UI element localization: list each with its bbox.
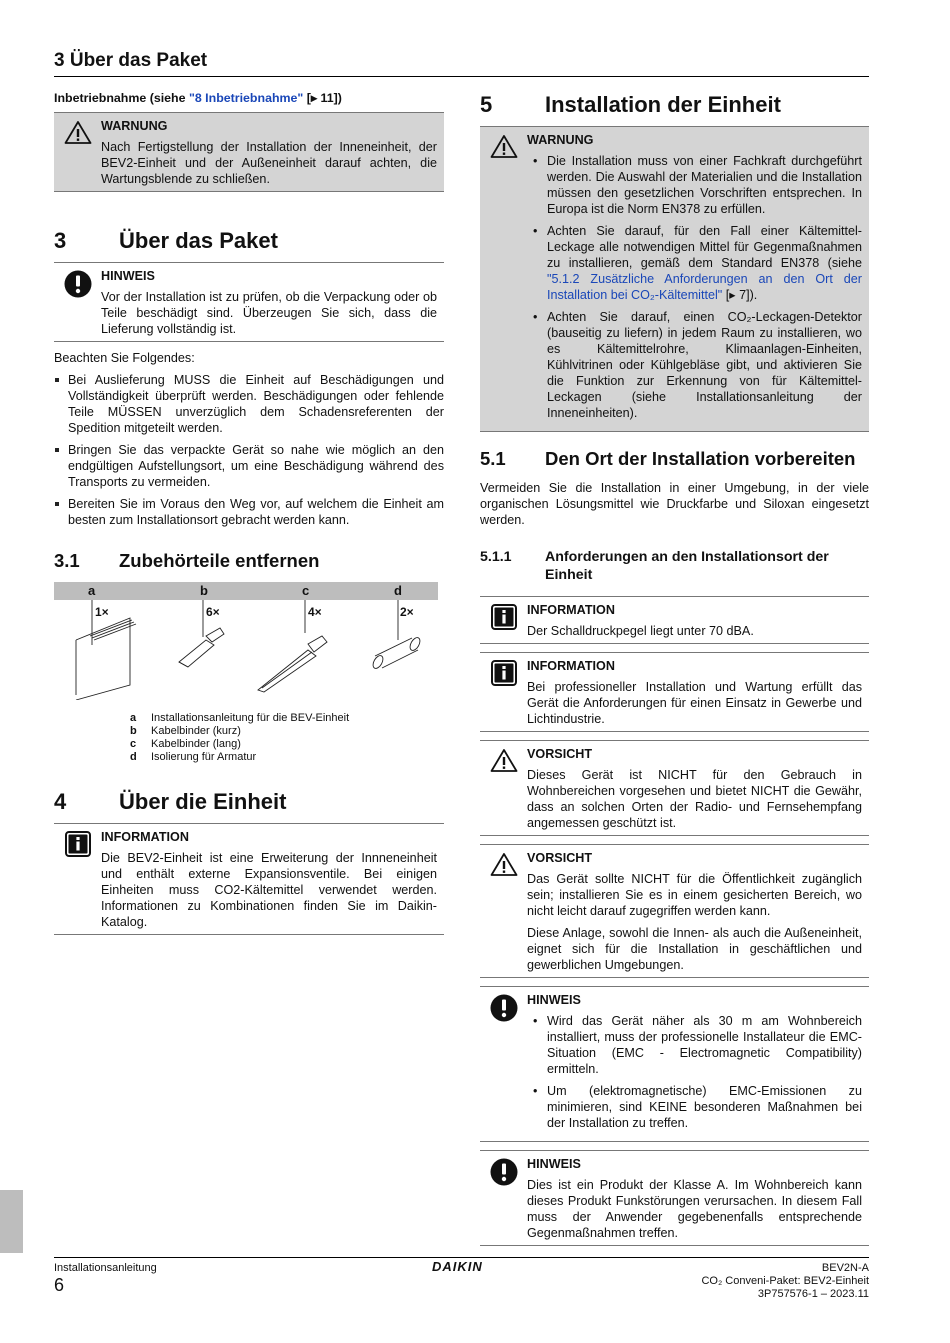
information-title: INFORMATION <box>527 603 615 617</box>
notice-title: HINWEIS <box>527 1157 581 1171</box>
daikin-logo: DAIKIN <box>432 1259 483 1274</box>
list-item: Bei Auslieferung MUSS die Einheit auf Beschädigungen und Vollständigkeit überprüft werden. Beschädigungen oder fehlende Teile MÜSSEN unverzüglich dem Schadensreferenten der Spedition mitgeteilt werden. <box>54 372 444 436</box>
left-column <box>54 90 444 943</box>
caution-icon <box>480 746 527 831</box>
info-icon <box>54 829 101 930</box>
warning-icon <box>480 132 527 427</box>
notice-title: HINWEIS <box>101 269 155 283</box>
information-box <box>480 596 869 644</box>
delivery-list <box>54 372 444 528</box>
accessories-illustration <box>54 600 444 700</box>
figure-quantity: 6× <box>206 605 220 619</box>
co2-requirements-link[interactable]: "5.1.2 Zusätzliche Anforderungen an den Ort der Installation bei CO₂-Kältemittel" <box>547 272 862 302</box>
exclamation-icon <box>480 1156 527 1241</box>
list-item: • Wird das Gerät näher als 30 m am Wohnbereich installiert, muss der professionelle Installateur die EMC-Situation (EMC - Electromagnetic Compatibility) ermitteln. <box>527 1013 862 1077</box>
caution-box <box>480 740 869 836</box>
figure-quantity: 4× <box>308 605 322 619</box>
figure-quantity: 1× <box>95 605 109 619</box>
warning-title: WARNUNG <box>527 133 594 147</box>
exclamation-icon <box>480 992 527 1137</box>
info-icon <box>480 658 527 727</box>
caution-text: Diese Anlage, sowohl die Innen- als auch die Außeneinheit, eignet sich für die Installation in geschäftlichen und gewerblichen Umgebungen. <box>527 926 862 972</box>
section-5-1-1-heading: 5.1.1 Anforderungen an den Installationsort der Einheit <box>480 549 829 583</box>
figure-letter: c <box>302 583 310 598</box>
warning-icon <box>54 118 101 187</box>
information-text: Die BEV2-Einheit ist eine Erweiterung der Innneneinheit und enthält externe Expansionsventile. Bei einigen Einheiten muss CO2-Kältemittel verwendet werden. Informationen zu Kombinationen finden Sie im Daikin-Katalog. <box>101 851 437 929</box>
list-item: Bringen Sie das verpackte Gerät so nahe wie möglich an den endgültigen Aufstellungsort, um eine Beschädigung während des Transports zu vermeiden. <box>54 442 444 490</box>
notice-title: HINWEIS <box>527 993 581 1007</box>
section-3-1-heading: 3.1 Zubehörteile entfernen <box>54 550 320 571</box>
information-text: Bei professioneller Installation und Wartung erfüllt das Gerät die Anforderungen für einen Einsatz in Gewerbe und Lichtindustrie. <box>527 680 862 726</box>
information-title: INFORMATION <box>101 830 189 844</box>
figure-letter: b <box>200 583 208 598</box>
footer-divider <box>54 1257 869 1258</box>
section-4-heading: 4 Über die Einheit <box>54 789 287 814</box>
information-box <box>54 823 444 935</box>
footer-doc-type: Installationsanleitung <box>54 1262 157 1274</box>
figure-header-bar <box>54 582 438 600</box>
footer-product-info <box>701 1262 869 1301</box>
caution-title: VORSICHT <box>527 851 593 865</box>
caution-box <box>480 844 869 978</box>
legend-item: c Kabelbinder (lang) <box>130 738 241 750</box>
footer-product: CO₂ Conveni-Paket: BEV2-Einheit <box>701 1275 869 1287</box>
chapter-tab <box>0 1190 23 1253</box>
intro-text: Beachten Sie Folgendes: <box>54 351 195 365</box>
commissioning-reference: Inbetriebnahme (siehe "8 Inbetriebnahme" [▸ 11]) <box>54 91 342 105</box>
information-box <box>480 652 869 732</box>
legend-item: b Kabelbinder (kurz) <box>130 725 241 737</box>
list-item: • Achten Sie darauf, für den Fall einer Kältemittel-Leckage alle notwendigen Mittel für Gegenmaßnahmen zu installieren, gemäß dem Standard EN378 (siehe "5.1.2 Zusätzliche Anforderungen an den Ort der Installation bei CO₂-Kältemittel" [▸ 7]). <box>527 223 862 303</box>
warning-box <box>480 126 869 432</box>
section-5-1-heading: 5.1 Den Ort der Installation vorbereiten <box>480 448 856 469</box>
notice-box <box>54 262 444 342</box>
footer-model: BEV2N-A <box>821 1262 869 1274</box>
notice-box <box>480 986 869 1142</box>
notice-text: Vor der Installation ist zu prüfen, ob die Verpackung oder ob Teile beschädigt sind. Überzeugen Sie sich, dass die Lieferung vollständig ist. <box>101 290 437 336</box>
exclamation-icon <box>54 268 101 337</box>
info-icon <box>480 602 527 639</box>
right-column <box>480 90 869 1254</box>
accessories-figure <box>54 582 444 777</box>
warning-text: Nach Fertigstellung der Installation der Inneneinheit, der BEV2-Einheit und der Außeneinheit darauf achten, die Wartungsblende zu schließen. <box>101 140 437 186</box>
section-5-1-text: Vermeiden Sie die Installation in einer Umgebung, in der viele organischen Lösungsmittel wie Druckfarbe und Siloxan eingesetzt werden. <box>480 481 869 527</box>
list-item: • Achten Sie darauf, einen CO₂-Leckagen-Detektor (bauseitig zu liefern) in jedem Raum zu installieren, wo es Kältemittelrohre, Klimaanlagen-Einheiten, Kühlvitrinen oder Kühlgebläse gibt, und aktivieren Sie die Funktion zur Erkennung von für Kältemittel-Leckagen (siehe Installationsanleitung der Inneneinheiten). <box>527 309 862 421</box>
commissioning-link[interactable]: "8 Inbetriebnahme" <box>188 91 304 105</box>
list-item: • Um (elektromagnetische) EMC-Emissionen zu minimieren, sind KEINE besonderen Maßnahmen bei der Installation zu treffen. <box>527 1083 862 1131</box>
section-3-heading: 3 Über das Paket <box>54 228 278 253</box>
figure-legend <box>130 712 349 764</box>
information-title: INFORMATION <box>527 659 615 673</box>
running-header: 3 Über das Paket <box>54 50 869 77</box>
caution-icon <box>480 850 527 973</box>
figure-quantity: 2× <box>400 605 414 619</box>
section-5-heading: 5 Installation der Einheit <box>480 92 781 117</box>
notice-text: Dies ist ein Produkt der Klasse A. Im Wohnbereich kann dieses Produkt Funkstörungen verursachen. In diesem Fall muss der Anwender gegebenenfalls entsprechende Gegenmaßnahmen treffen. <box>527 1178 862 1240</box>
caution-text: Das Gerät sollte NICHT für die Öffentlichkeit zugänglich sein; installieren Sie es in einem gesicherten Bereich, wo nicht leicht darauf zugegriffen werden kann. <box>527 872 862 918</box>
caution-title: VORSICHT <box>527 747 593 761</box>
figure-letter: d <box>394 583 402 598</box>
list-item: • Die Installation muss von einer Fachkraft durchgeführt werden. Die Auswahl der Materialien und die Installation müssen den gesetzlichen Vorschriften entsprechen. In Europa ist die Norm EN378 zu erfüllen. <box>527 153 862 217</box>
list-item: Bereiten Sie im Voraus den Weg vor, auf welchem die Einheit am besten zum Installationsort gebracht werden kann. <box>54 496 444 528</box>
page-number: 6 <box>54 1275 65 1295</box>
figure-letter: a <box>88 583 96 598</box>
information-text: Der Schalldruckpegel liegt unter 70 dBA. <box>527 624 754 638</box>
footer-code: 3P757576-1 – 2023.11 <box>757 1288 869 1300</box>
warning-title: WARNUNG <box>101 119 168 133</box>
warning-box <box>54 112 444 192</box>
legend-item: a Installationsanleitung für die BEV-Einheit <box>130 712 350 724</box>
notice-box <box>480 1150 869 1246</box>
legend-item: d Isolierung für Armatur <box>130 751 257 763</box>
caution-text: Dieses Gerät ist NICHT für den Gebrauch in Wohnbereichen vorgesehen und bietet NICHT die Gewähr, dass an solchen Orten der Radio- und Fernsehempfang angemessen geschützt ist. <box>527 768 862 830</box>
